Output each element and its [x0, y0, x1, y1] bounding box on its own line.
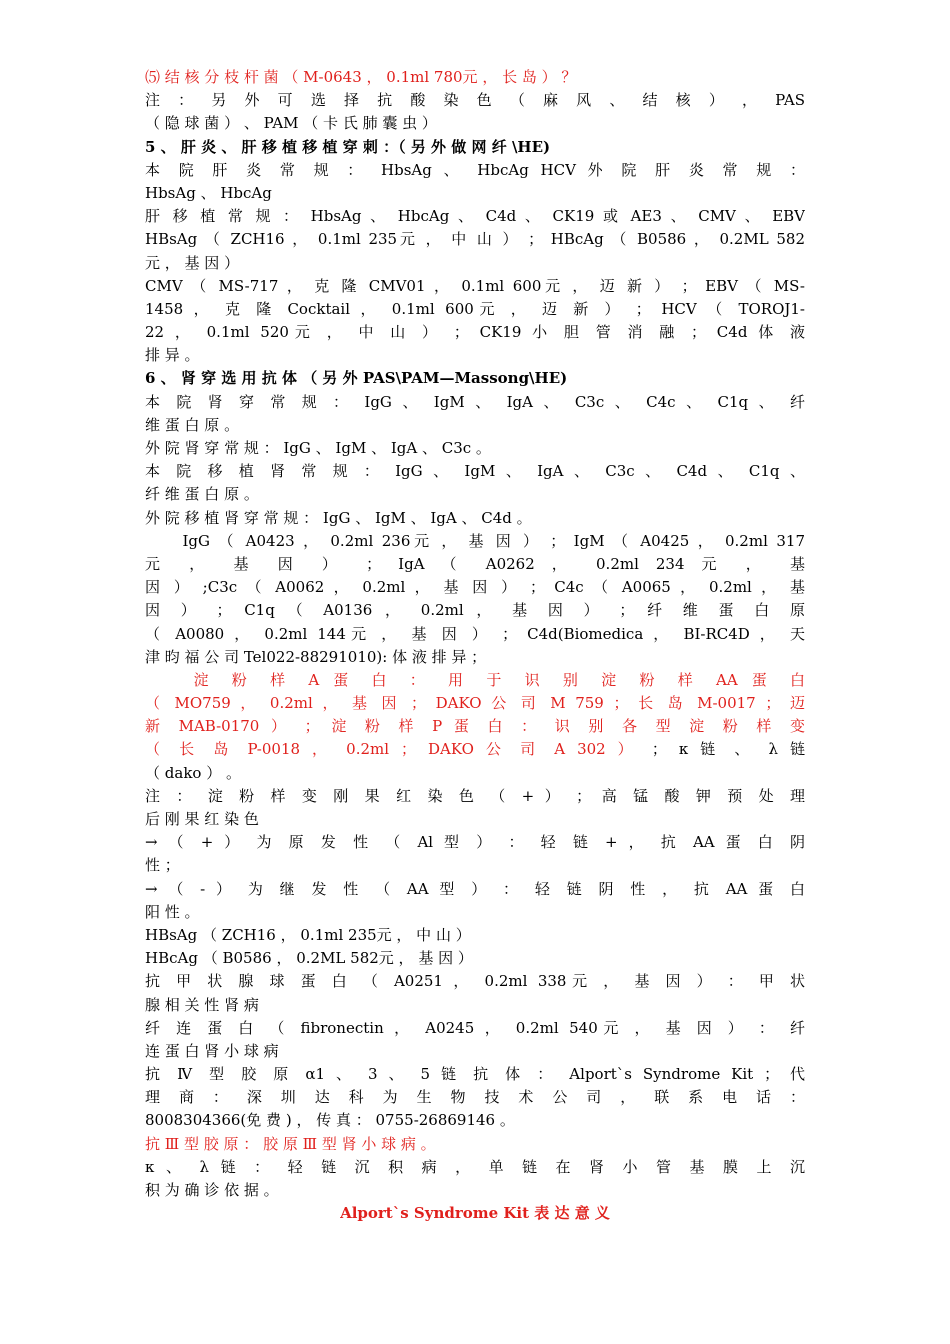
text-line: 本 院 肾 穿 常 规 ： IgG 、 IgM 、 IgA 、 C3c 、 C4c 、 C1q 、 纤: [145, 392, 805, 411]
text-line: 性 ；: [145, 856, 180, 875]
text-line: 排 异 。: [145, 346, 200, 365]
text-line: Alport`s Syndrome Kit 表 达 意 义: [340, 1204, 610, 1223]
text-line: 外 院 肾 穿 常 规 ： IgG 、 IgM 、 IgA 、 C3c 。: [145, 439, 491, 457]
text-line: 元 ， 基 因 ）: [145, 253, 240, 272]
text-line: 5 、 肝 炎 、 肝 移 植 移 植 穿 刺 ：（ 另 外 做 网 纤 \HE): [145, 137, 551, 156]
text-line: 后 刚 果 红 染 色: [145, 810, 259, 828]
text-line: 注 ： 另 外 可 选 择 抗 酸 染 色 （ 麻 风 、 结 核 ） ， PAS: [145, 91, 805, 110]
text-line: 连 蛋 白 肾 小 球 病: [145, 1041, 279, 1060]
text-line: 肝 移 植 常 规 ： HbsAg 、 HbcAg 、 C4d 、 CK19 或 AE3 、 CMV 、 EBV: [145, 207, 805, 226]
text-line: 元 ， 基 因 ） ； IgA （ A0262 ， 0.2ml 234 元 ， 基: [145, 554, 805, 573]
text-line: 本 院 肝 炎 常 规 ： HbsAg 、 HbcAg HCV 外 院 肝 炎 常 规 ：: [145, 160, 805, 179]
text-line: → （ - ） 为 继 发 性 （ AA 型 ） ： 轻 链 阴 性 ， 抗 AA 蛋 白: [145, 879, 805, 898]
text-line: （ MO759 ， 0.2ml ， 基 因 ； DAKO 公 司 M 759 ； 长 岛 M-0017 ； 迈: [145, 694, 805, 713]
text-line: 维 蛋 白 原 。: [145, 415, 240, 434]
text-line: 津 昀 福 公 司 Tel022-88291010): 体 液 排 异 ；: [145, 647, 487, 666]
text-line: （ 长 岛 P-0018 ， 0.2ml ； DAKO 公 司 A 302 ） ； κ 链 、 λ 链: [145, 740, 805, 759]
text-line: （ 隐 球 菌 ） 、 PAM （ 卡 氏 肺 囊 虫 ）: [145, 114, 437, 133]
text-line: 注 ： 淀 粉 样 变 刚 果 红 染 色 （ + ） ； 高 锰 酸 钾 预 处 理: [145, 786, 805, 805]
text-line: 新 MAB-0170 ） ； 淀 粉 样 P 蛋 白 ： 识 别 各 型 淀 粉 样 变: [145, 717, 805, 736]
text-line: 1458 ， 克 隆 Cocktail ， 0.1ml 600元 ， 迈 新 ） ； HCV （ TOROJ1-: [145, 299, 805, 318]
text-line: 因 ） ;C3c （ A0062 ， 0.2ml ， 基 因 ） ； C4c （ A0065 ， 0.2ml ， 基: [145, 578, 805, 597]
text-line: （ dako ） 。: [145, 763, 241, 782]
text-line: 22 ， 0.1ml 520元 ， 中 山 ） ； CK19 小 胆 管 消 融 ； C4d 体 液: [145, 323, 805, 342]
text-line: 抗 甲 状 腺 球 蛋 白 （ A0251 ， 0.2ml 338元 ， 基 因 ） ： 甲 状: [145, 972, 805, 991]
text-line: 阳 性 。: [145, 902, 200, 921]
text-line: κ 、 λ 链 ： 轻 链 沉 积 病 ， 单 链 在 肾 小 管 基 膜 上 沉: [145, 1157, 805, 1176]
text-line: HbsAg 、 HbcAg: [145, 183, 272, 202]
text-line: 纤 维 蛋 白 原 。: [145, 485, 259, 504]
text-line: → （ + ） 为 原 发 性 （ Al 型 ） ： 轻 链 + ， 抗 AA 蛋 白 阴: [145, 833, 805, 852]
text-line: HBsAg （ ZCH16 ， 0.1ml 235元 ， 中 山 ） ； HBcAg （ B0586 ， 0.2ML 582: [145, 230, 805, 249]
text-line: IgG （ A0423 ， 0.2ml 236元 ， 基 因 ） ； IgM （ A0425 ， 0.2ml 317: [145, 531, 805, 550]
text-line: （ A0080 ， 0.2ml 144元 ， 基 因 ） ； C4d(Biomedica ， BI-RC4D ， 天: [145, 624, 805, 643]
text-line: 因 ） ； C1q （ A0136 ， 0.2ml ， 基 因 ） ； 纤 维 蛋 白 原: [145, 601, 805, 620]
document-page: [145, 66, 805, 1225]
text-line: 8008304366(免 费 ) ， 传 真 ： 0755-26869146 。: [145, 1111, 515, 1130]
text-line: 本 院 移 植 肾 常 规 ： IgG 、 IgM 、 IgA 、 C3c 、 C4d 、 C1q 、: [145, 462, 805, 481]
text-line: HBsAg （ ZCH16 ， 0.1ml 235元 ， 中 山 ）: [145, 925, 471, 944]
text-line: HBcAg （ B0586 ， 0.2ML 582元 ， 基 因 ）: [145, 949, 473, 968]
text-line: 抗 Ⅳ 型 胶 原 α1 、 3 、 5 链 抗 体 ： Alport`s Syndrome Kit ； 代: [145, 1065, 805, 1084]
text-line: 腺 相 关 性 肾 病: [145, 995, 259, 1014]
text-line: 积 为 确 诊 依 据 。: [145, 1181, 279, 1199]
text-line: 抗 Ⅲ 型 胶 原 ： 胶 原 Ⅲ 型 肾 小 球 病 。: [145, 1134, 436, 1153]
highlighted-text: （ 长 岛 P-0018 ， 0.2ml ； DAKO 公 司 A 302 ）: [145, 740, 640, 759]
text-line: 纤 连 蛋 白 （ fibronectin ， A0245 ， 0.2ml 540元 ， 基 因 ） ： 纤: [145, 1018, 805, 1037]
text-line: 外 院 移 植 肾 穿 常 规 ： IgG 、 IgM 、 IgA 、 C4d 。: [145, 508, 532, 527]
text-line: CMV （ MS-717 ， 克 隆 CMV01 ， 0.1ml 600元 ， 迈 新 ） ； EBV （ MS-: [145, 276, 805, 295]
text-line: ⑸ 结 核 分 枝 杆 菌 （ M-0643 ， 0.1ml 780元 ， 长 岛 ） ？: [145, 68, 577, 86]
text-line: 淀 粉 样 A 蛋 白 ： 用 于 识 别 淀 粉 样 AA 蛋 白: [145, 670, 805, 689]
text-line: 6 、 肾 穿 选 用 抗 体 （ 另 外 PAS\PAM—Massong\HE): [145, 369, 568, 388]
text-line: 理 商 ： 深 圳 达 科 为 生 物 技 术 公 司 ， 联 系 电 话 ：: [145, 1088, 805, 1107]
